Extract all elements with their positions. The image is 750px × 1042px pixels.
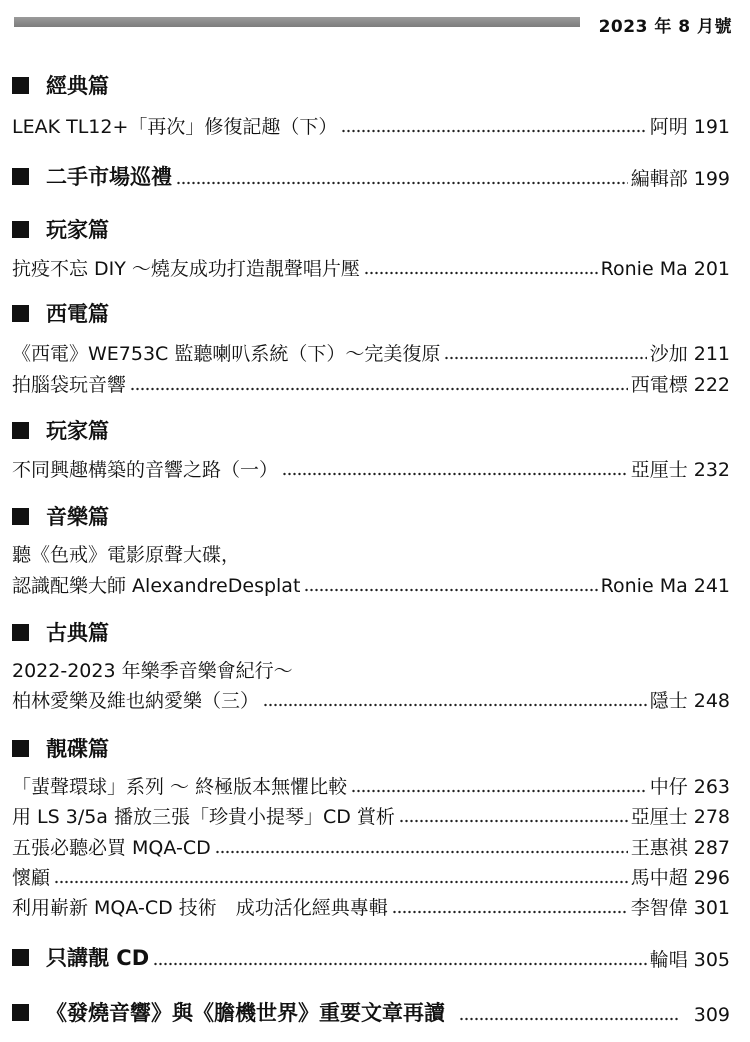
toc-entry[interactable] bbox=[12, 686, 730, 713]
entry-title: LEAK TL12+「再次」修復記趣（下） bbox=[12, 116, 338, 138]
toc-entry[interactable] bbox=[12, 161, 730, 191]
entry-title: 「蜚聲環球」系列 ～ 終極版本無懼比較 bbox=[12, 776, 348, 798]
section-title: 玩家篇 bbox=[46, 218, 109, 242]
section-title: 只講靚 CD bbox=[46, 946, 150, 970]
entry-page: 241 bbox=[693, 575, 730, 597]
dot-leader bbox=[444, 355, 646, 361]
toc-entry[interactable] bbox=[12, 833, 730, 860]
entry-title-line: 2022-2023 年樂季音樂會紀行～ bbox=[12, 660, 293, 682]
entry-title: 五張必聽必買 MQA-CD bbox=[12, 837, 211, 859]
section-title: 西電篇 bbox=[46, 302, 109, 326]
section-title: 二手市場巡禮 bbox=[46, 165, 172, 189]
entry-title: 不同興趣構築的音響之路（一） bbox=[12, 459, 279, 481]
section-heading bbox=[12, 298, 109, 328]
section-title: 音樂篇 bbox=[46, 505, 109, 529]
toc-entry[interactable] bbox=[12, 571, 730, 598]
issue-date: 2023 年 8 月號 bbox=[598, 17, 732, 37]
toc-entry[interactable] bbox=[12, 112, 730, 139]
toc-entry[interactable] bbox=[12, 455, 730, 482]
bullet-square-icon bbox=[12, 624, 29, 641]
toc-entry[interactable] bbox=[12, 370, 730, 397]
entry-author: Ronie Ma bbox=[600, 575, 688, 597]
section-heading bbox=[12, 997, 445, 1027]
entry-title: 懷顧 bbox=[12, 867, 51, 889]
dot-leader bbox=[459, 1016, 680, 1022]
dot-leader bbox=[176, 180, 628, 186]
entry-title: 柏林愛樂及維也納愛樂（三） bbox=[12, 690, 260, 712]
entry-title-line: 聽《色戒》電影原聲大碟， bbox=[12, 544, 241, 566]
section-heading bbox=[12, 617, 109, 647]
dot-leader bbox=[130, 386, 628, 392]
toc-entry[interactable] bbox=[12, 339, 730, 366]
bullet-square-icon bbox=[12, 422, 29, 439]
section-heading bbox=[12, 214, 109, 244]
entry-page: 287 bbox=[693, 837, 730, 859]
dot-leader bbox=[399, 818, 628, 824]
bullet-square-icon bbox=[12, 740, 29, 757]
entry-title: 利用嶄新 MQA-CD 技術 成功活化經典專輯 bbox=[12, 897, 388, 919]
toc-entry[interactable] bbox=[12, 254, 730, 281]
toc-entry[interactable] bbox=[12, 802, 730, 829]
toc-entry[interactable] bbox=[12, 863, 730, 890]
entry-page: 191 bbox=[693, 116, 730, 138]
dot-leader bbox=[54, 879, 628, 885]
section-heading bbox=[12, 415, 109, 445]
entry-page: 296 bbox=[693, 867, 730, 889]
entry-author: 王惠祺 bbox=[630, 837, 688, 859]
bullet-square-icon bbox=[12, 508, 29, 525]
entry-page: 248 bbox=[693, 690, 730, 712]
dot-leader bbox=[153, 961, 647, 967]
dot-leader bbox=[351, 788, 647, 794]
bullet-square-icon bbox=[12, 1004, 29, 1021]
entry-title: 抗疫不忘 DIY ～燒友成功打造靚聲唱片壓 bbox=[12, 258, 360, 280]
section-title: 古典篇 bbox=[46, 621, 109, 645]
entry-title: 用 LS 3/5a 播放三張「珍貴小提琴」CD 賞析 bbox=[12, 806, 395, 828]
header-bar bbox=[14, 17, 580, 27]
entry-page: 305 bbox=[693, 948, 730, 971]
entry-page: 309 bbox=[693, 1003, 730, 1026]
entry-page: 263 bbox=[693, 776, 730, 798]
entry-title: 認識配樂大師 AlexandreDesplat bbox=[12, 575, 301, 597]
entry-author: 馬中超 bbox=[630, 867, 688, 889]
section-heading bbox=[12, 942, 149, 972]
section-title: 《發燒音響》與《膽機世界》重要文章再讀 bbox=[46, 1001, 445, 1025]
entry-page: 301 bbox=[693, 897, 730, 919]
entry-page: 201 bbox=[693, 258, 730, 280]
section-heading bbox=[12, 161, 172, 191]
entry-author: 阿明 bbox=[649, 116, 688, 138]
entry-author: 亞厘士 bbox=[630, 806, 688, 828]
bullet-square-icon bbox=[12, 77, 29, 94]
section-title: 玩家篇 bbox=[46, 419, 109, 443]
dot-leader bbox=[304, 587, 597, 593]
entry-title: 拍腦袋玩音響 bbox=[12, 374, 127, 396]
toc-entry[interactable] bbox=[12, 942, 730, 972]
entry-author: 李智偉 bbox=[630, 897, 688, 919]
bullet-square-icon bbox=[12, 305, 29, 322]
entry-title: 《西電》WE753C 監聽喇叭系統（下）～完美復原 bbox=[12, 343, 441, 365]
bullet-square-icon bbox=[12, 221, 29, 238]
dot-leader bbox=[263, 702, 647, 708]
entry-author: Ronie Ma bbox=[600, 258, 688, 280]
toc-entry[interactable] bbox=[12, 893, 730, 920]
entry-author: 隱士 bbox=[649, 690, 688, 712]
entry-page: 211 bbox=[693, 343, 730, 365]
entry-page: 232 bbox=[693, 459, 730, 481]
entry-page: 278 bbox=[693, 806, 730, 828]
toc-entry[interactable] bbox=[12, 772, 730, 799]
entry-author: 沙加 bbox=[649, 343, 688, 365]
entry-page: 199 bbox=[693, 167, 730, 190]
section-title: 經典篇 bbox=[46, 74, 109, 98]
section-heading bbox=[12, 70, 109, 100]
dot-leader bbox=[215, 849, 628, 855]
dot-leader bbox=[364, 270, 598, 276]
section-title: 靚碟篇 bbox=[46, 737, 109, 761]
dot-leader bbox=[282, 471, 628, 477]
dot-leader bbox=[392, 909, 628, 915]
entry-author: 輪唱 bbox=[649, 948, 688, 971]
toc-entry[interactable] bbox=[12, 997, 730, 1027]
bullet-square-icon bbox=[12, 168, 29, 185]
bullet-square-icon bbox=[12, 949, 29, 966]
section-heading bbox=[12, 501, 109, 531]
entry-author: 亞厘士 bbox=[630, 459, 688, 481]
dot-leader bbox=[341, 128, 646, 134]
section-heading bbox=[12, 733, 109, 763]
entry-page: 222 bbox=[693, 374, 730, 396]
entry-author: 西電標 bbox=[630, 374, 688, 396]
entry-author: 編輯部 bbox=[630, 167, 688, 190]
entry-author: 中仔 bbox=[649, 776, 688, 798]
